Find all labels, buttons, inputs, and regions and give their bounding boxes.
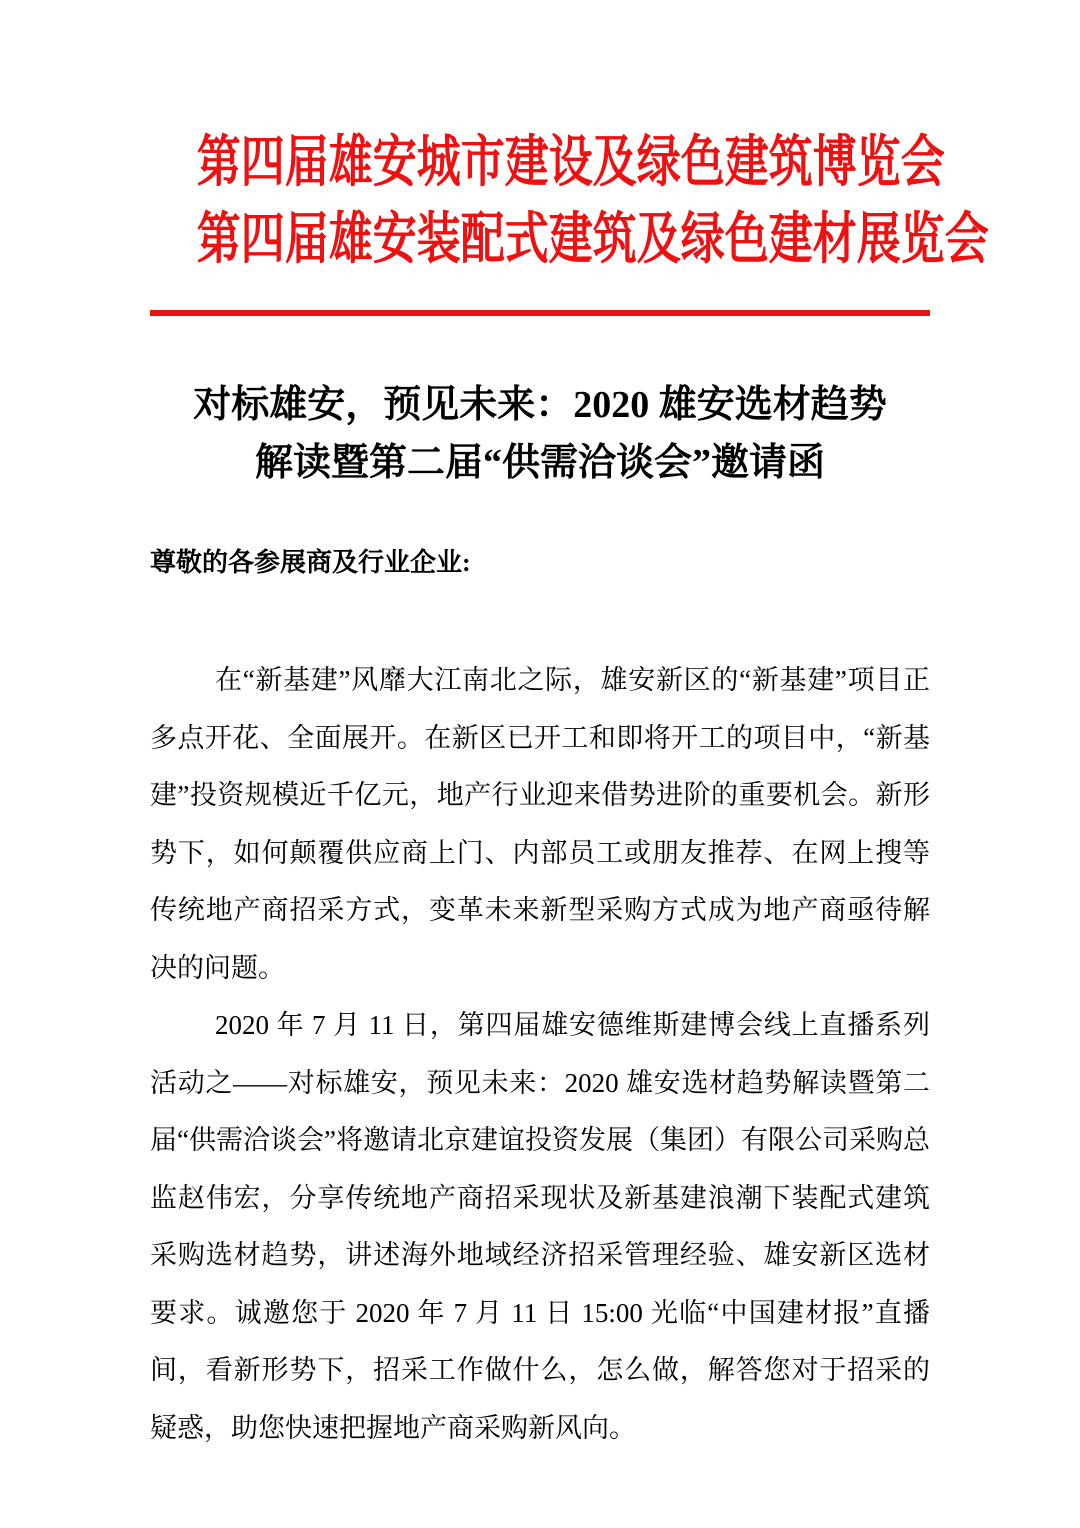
- red-divider: [150, 310, 930, 316]
- document-title: [150, 376, 930, 492]
- body-paragraph: 2020 年 7 月 11 日，第四届雄安德维斯建博会线上直播系列活动之——对标雄安，预见未来：2020 雄安选材趋势解读暨第二届“供需洽谈会”将邀请北京建谊投资发展（集团）有限公司采购总监赵伟宏，分享传统地产商招采现状及新基建浪潮下装配式建筑采购选材趋势，讲述海外地域经济招采管理经验、雄安新区选材要求。诚邀您于 2020 年 7 月 11 日 15:00 光临“中国建材报”直播间，看新形势下，招采工作做什么，怎么做，解答您对于招采的疑惑，助您快速把握地产商采购新风向。: [150, 1010, 930, 1443]
- body-paragraph: 在“新基建”风靡大江南北之际，雄安新区的“新基建”项目正多点开花、全面展开。在新区已开工和即将开工的项目中，“新基建”投资规模近千亿元，地产行业迎来借势进阶的重要机会。新形势下，如何颠覆供应商上门、内部员工或朋友推荐、在网上搜等传统地产商招采方式，变革未来新型采购方式成为地产商亟待解决的问题。: [150, 665, 930, 983]
- salutation: 尊敬的各参展商及行业企业:: [150, 548, 471, 577]
- event-banner: [150, 124, 989, 278]
- letter-body: [150, 652, 930, 1457]
- banner-line-1: 第四届雄安城市建设及绿色建筑博览会: [196, 130, 945, 194]
- title-line-1: 对标雄安，预见未来：2020 雄安选材趋势: [193, 384, 887, 426]
- banner-line-2: 第四届雄安装配式建筑及绿色建材展览会: [196, 207, 989, 271]
- title-line-2: 解读暨第二届“供需洽谈会”邀请函: [254, 442, 825, 484]
